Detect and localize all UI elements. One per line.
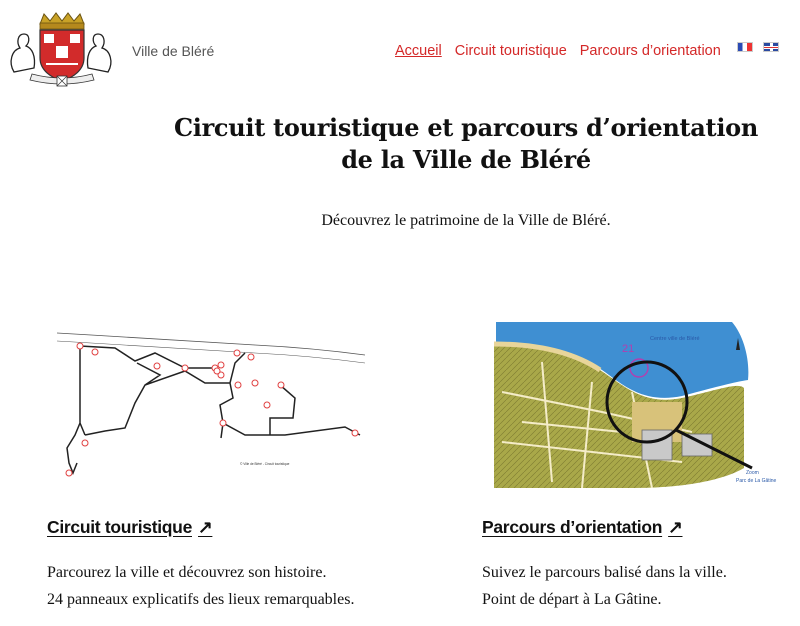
parcours-orientation-description [482, 559, 727, 613]
english-flag-icon[interactable] [763, 42, 779, 52]
parcours-orientation-card-link[interactable] [482, 517, 682, 538]
circuit-description-line2: 24 panneaux explicatifs des lieux remarquables. [47, 591, 355, 608]
parcours-orientation-card-title: Parcours d’orientation [482, 517, 663, 537]
page-title [160, 112, 772, 176]
svg-text:Zoom: Zoom [746, 470, 759, 476]
page-title-line2: de la Ville de Bléré [341, 145, 591, 174]
nav-circuit-touristique[interactable]: Circuit touristique [454, 43, 567, 59]
site-name[interactable]: Ville de Bléré [132, 43, 215, 59]
circuit-touristique-description [47, 559, 354, 613]
svg-text:21: 21 [622, 343, 635, 355]
page-subtitle: Découvrez le patrimoine de la Ville de Bléré. [321, 212, 611, 229]
circuit-description-line1: Parcourez la ville et découvrez son histoire. [47, 564, 327, 581]
coat-of-arms-logo[interactable] [6, 12, 116, 88]
parcours-description-line1: Suivez le parcours balisé dans la ville. [482, 564, 727, 581]
svg-text:© Ville de Bléré - Circuit tou: © Ville de Bléré - Circuit touristique [240, 462, 290, 466]
circuit-touristique-card-link[interactable] [47, 517, 212, 538]
nav-accueil[interactable]: Accueil [395, 43, 442, 59]
svg-text:Centre ville de Bléré: Centre ville de Bléré [650, 336, 700, 342]
page-title-line1: Circuit touristique et parcours d’orientation [173, 113, 759, 142]
parcours-description-line2: Point de départ à La Gâtine. [482, 591, 662, 608]
circuit-touristique-map[interactable] [45, 323, 370, 485]
parcours-orientation-map[interactable] [482, 322, 784, 488]
french-flag-icon[interactable] [737, 42, 753, 52]
svg-text:Parc de La Gâtine: Parc de La Gâtine [736, 478, 777, 484]
external-arrow-icon: ↗ [198, 517, 213, 537]
external-arrow-icon: ↗ [668, 517, 683, 537]
main-navigation [395, 43, 786, 59]
circuit-touristique-card-title: Circuit touristique [47, 517, 192, 537]
nav-parcours-orientation[interactable]: Parcours d’orientation [579, 43, 721, 59]
